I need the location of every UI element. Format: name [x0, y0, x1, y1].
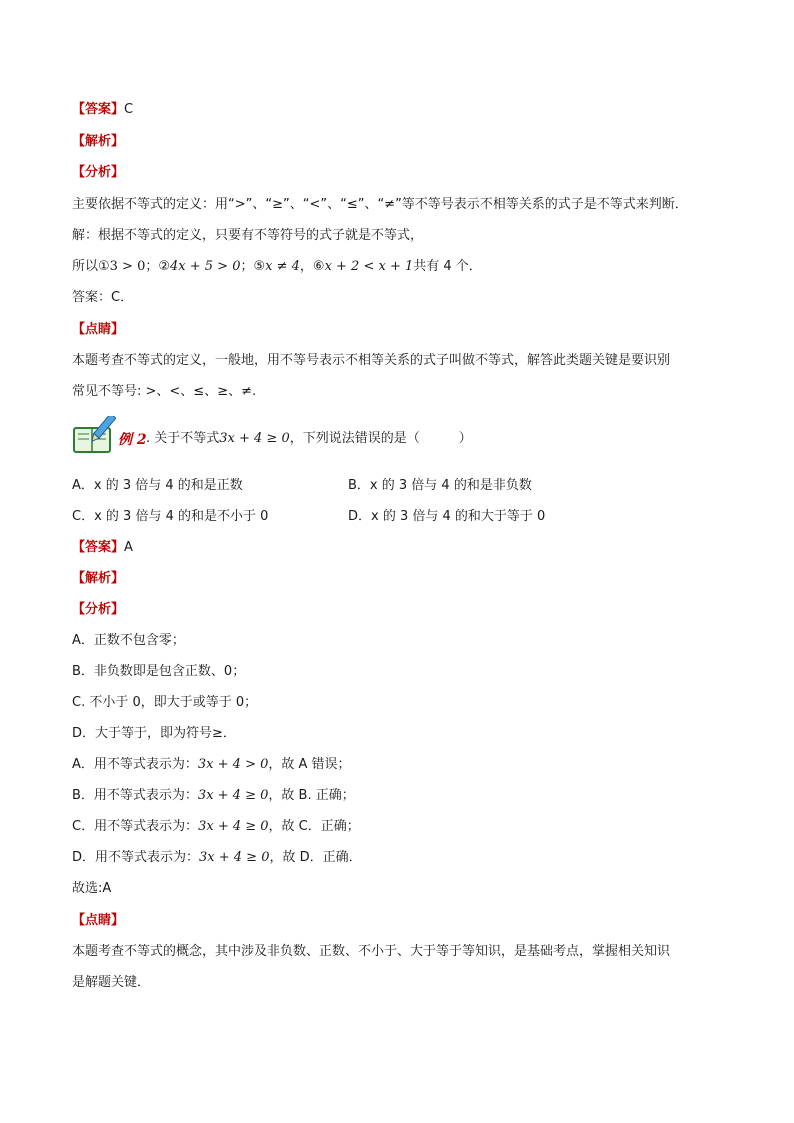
line5-suffix: ，故 A 错误； [268, 757, 351, 772]
dianjing-tag: 【点睛】 [72, 322, 125, 337]
answer-text: 答案：C． [72, 290, 134, 305]
so-suffix: 共有 4 个． [413, 259, 482, 274]
analysis-line-1: A．正数不包含零； [72, 633, 185, 648]
expr-5: x ≠ 4 [265, 259, 300, 274]
expr-2: 4x + 5 > 0 [170, 259, 241, 274]
answer-value: C [124, 102, 134, 117]
example-label: 例 2 [118, 432, 147, 448]
line8-suffix: ，故 D．正确． [269, 850, 362, 865]
question-prefix: . 关于不等式 [146, 431, 220, 446]
sep-1: ；② [145, 259, 171, 274]
analysis-tag: 【解析】 [72, 134, 125, 149]
line6-prefix: B．用不等式表示为： [72, 788, 198, 803]
dianjing2-line-1: 本题考查不等式的概念，其中涉及非负数、正数、不小于、大于等于等知识，是基础考点，掌握相关知识 [72, 944, 671, 959]
analysis-line-2: B．非负数即是包含正数、0； [72, 664, 246, 679]
main-text: 主要依据不等式的定义：用“>”、“≥”、“<”、“≤”、“≠”等不等号表示不相等关系的式子是不等式来判断． [72, 197, 688, 212]
fenxi-tag-2: 【分析】 [72, 602, 125, 617]
solution-text: 解：根据不等式的定义，只要有不等符号的式子就是不等式， [72, 228, 424, 243]
option-c: C．x 的 3 倍与 4 的和是不小于 0 [72, 509, 269, 524]
choice-line: 故选:A [72, 881, 112, 896]
analysis-line-8 [72, 849, 362, 867]
sep-3: ，⑥ [299, 259, 325, 274]
dianjing-line-2: 常见不等号: >、<、≤、≥、≠. [72, 384, 257, 399]
line8-expr: 3x + 4 ≥ 0 [199, 850, 270, 865]
line7-prefix: C．用不等式表示为： [72, 819, 199, 834]
analysis-line-3: C. 不小于 0，即大于或等于 0； [72, 695, 258, 710]
dianjing-tag-2: 【点睛】 [72, 913, 125, 928]
option-d: D．x 的 3 倍与 4 的和大于等于 0 [348, 509, 546, 524]
sep-2: ；⑤ [240, 259, 266, 274]
analysis-line-5 [72, 756, 351, 774]
option-b: B．x 的 3 倍与 4 的和是非负数 [348, 478, 532, 493]
question-suffix: ，下列说法错误的是（ ） [289, 431, 472, 446]
answer-line [72, 101, 133, 119]
answer-value-2: A [124, 540, 133, 555]
line6-suffix: ，故 B. 正确； [268, 788, 355, 803]
pencil-book-icon [72, 416, 116, 456]
line6-expr: 3x + 4 ≥ 0 [197, 788, 269, 803]
analysis-line-7 [72, 818, 360, 836]
dianjing-line-1: 本题考查不等式的定义，一般地，用不等号表示不相等关系的式子叫做不等式，解答此类题关键是要识别 [72, 353, 671, 368]
expr-6: x + 2 < x + 1 [324, 259, 414, 274]
line8-prefix: D．用不等式表示为： [72, 850, 200, 865]
question-line [146, 430, 472, 448]
dianjing2-line-2: 是解题关键． [72, 975, 151, 990]
so-prefix: 所以① [72, 259, 110, 274]
line7-expr: 3x + 4 ≥ 0 [198, 819, 269, 834]
so-line [72, 258, 482, 276]
line7-suffix: ，故 C．正确； [268, 819, 360, 834]
answer-line-2 [72, 539, 133, 557]
line5-expr: 3x + 4 > 0 [197, 757, 269, 772]
option-a: A．x 的 3 倍与 4 的和是正数 [72, 478, 243, 493]
expr-1: 3 > 0 [109, 259, 146, 274]
analysis-tag-2: 【解析】 [72, 571, 125, 586]
line5-prefix: A．用不等式表示为： [72, 757, 198, 772]
answer-tag: 【答案】 [72, 102, 125, 117]
analysis-line-6 [72, 787, 355, 805]
answer-tag-2: 【答案】 [72, 540, 125, 555]
analysis-line-4: D．大于等于，即为符号≥． [72, 726, 236, 741]
question-expr: 3x + 4 ≥ 0 [219, 431, 290, 446]
fenxi-tag: 【分析】 [72, 165, 125, 180]
